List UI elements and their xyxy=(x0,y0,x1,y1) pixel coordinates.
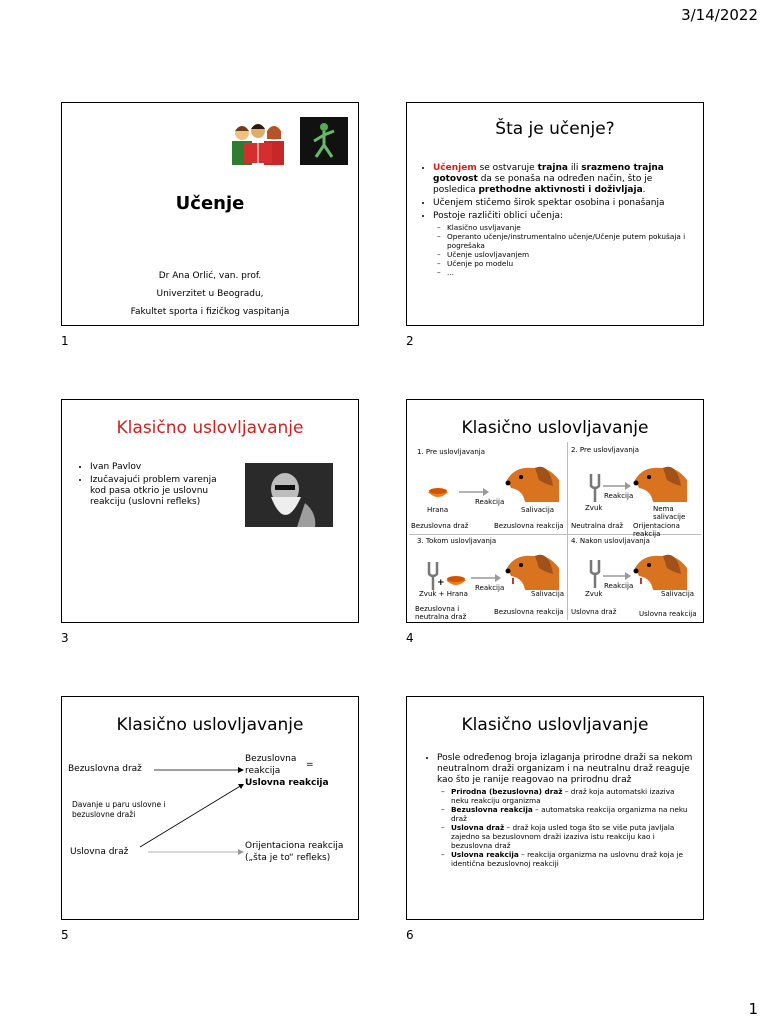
slide-6 xyxy=(406,696,704,920)
slide-2 xyxy=(406,102,704,326)
sub-bullet: – Učenje uslovljavanjem xyxy=(447,250,691,259)
sub-bullet: – Učenje po modelu xyxy=(447,259,691,268)
slide-6-title: Klasično uslovljavanje xyxy=(461,715,649,735)
children-reading-illustration xyxy=(226,119,290,167)
slide-number: 6 xyxy=(406,928,414,942)
slide-4-title: Klasično uslovljavanje xyxy=(461,418,649,438)
bullet: • Učenjem se ostvaruje trajna ili srazmeno trajna gotovost da se ponaša na određen način, što je posledica prethodne aktivnosti i doživljaja. xyxy=(433,163,691,196)
slide-4 xyxy=(406,399,704,623)
unconditioned-response-line2: reakcija xyxy=(245,766,281,776)
slide-3-body xyxy=(78,462,228,510)
author-faculty: Fakultet sporta i fizičkog vaspitanja xyxy=(130,307,290,317)
slide-number: 2 xyxy=(406,334,414,348)
arrow-icon xyxy=(471,574,501,582)
tuning-fork-icon xyxy=(589,560,601,588)
no-salivation-label: Nema salivacije xyxy=(653,505,686,521)
orienting-response-label: Orijentaciona reakcija xyxy=(633,522,680,538)
bullet: • Ivan Pavlov xyxy=(90,462,228,473)
slide-number: 1 xyxy=(61,334,69,348)
sound-food-label: Zvuk + Hrana xyxy=(419,590,468,598)
equals-sign: = xyxy=(306,760,314,770)
panel-2-heading: 2. Pre uslovljavanja xyxy=(571,446,639,454)
orienting-response-line1: Orijentaciona reakcija xyxy=(245,841,344,851)
unconditioned-stimulus-node: Bezuslovna draž xyxy=(68,764,142,774)
combined-stimulus-label: Bezuslovna i neutralna draž xyxy=(415,605,467,621)
sub-bullet: – Klasično usvljavanje xyxy=(447,223,691,232)
reaction-label: Reakcija xyxy=(604,582,634,590)
sub-bullet: – Uslovna reakcija – reakcija organizma na uslovnu draž koja je identična bezuslovnoj reakciji xyxy=(451,850,693,868)
slide-2-body xyxy=(421,163,691,279)
athlete-skeleton-illustration xyxy=(300,117,348,165)
unconditioned-stimulus-label: Bezuslovna draž xyxy=(411,522,469,530)
dog-icon xyxy=(633,548,689,590)
salivation-label: Salivacija xyxy=(521,506,555,514)
slide-number: 5 xyxy=(61,928,69,942)
tuning-fork-icon xyxy=(589,474,601,502)
slide-number: 4 xyxy=(406,631,414,645)
food-bowl-icon xyxy=(445,574,467,588)
page-number: 1 xyxy=(748,1000,758,1018)
bullet: • Izučavajući problem varenja kod pasa otkrio je uslovnu reakciju (uslovni refleks) xyxy=(90,475,228,508)
panel-4-heading: 4. Nakon uslovljavanja xyxy=(571,537,650,545)
dog-icon xyxy=(633,460,689,502)
neutral-stimulus-label: Neutralna draž xyxy=(571,522,624,530)
bullet: • Posle određenog broja izlaganja prirodne draži sa nekom neutralnom draži organizam i na neutralnu draž reaguje kao što je ranije reagovao na prirodnu draž – Prirodna (bezuslovna) draž – draž koja automatski izaziva neku reakciju organizma – Bezuslovna reakcija – automatska reakcija organizma na neku draž – Uslovna draž – draž koja usled toga što se više puta javljala zajedno sa bezuslovnom draži izaziva istu reakciju kao i bezuslovna draž – Uslovna reakcija – reakcija organizma na uslovnu draž koja je identična bezuslovnoj reakciji xyxy=(437,753,693,868)
conditioned-response-node: Uslovna reakcija xyxy=(245,778,329,788)
panel-3-heading: 3. Tokom uslovljavanja xyxy=(417,537,497,545)
author-block xyxy=(62,267,358,321)
arrow-icon xyxy=(603,482,631,490)
plus-icon: + xyxy=(437,578,445,588)
panel-1-heading: 1. Pre uslovljavanja xyxy=(417,448,485,456)
conditioned-response-label: Uslovna reakcija xyxy=(639,610,697,618)
sub-bullet: – Uslovna draž – draž koja usled toga što se više puta javljala zajedno sa bezuslovnom draži izaziva istu reakciju kao i bezuslovna draž xyxy=(451,823,693,850)
slide-6-body xyxy=(425,753,693,870)
pavlov-portrait xyxy=(245,463,333,527)
conditioned-stimulus-node: Uslovna draž xyxy=(70,847,129,857)
author-name: Dr Ana Orlić, van. prof. xyxy=(158,271,262,281)
slide-1-title: Učenje xyxy=(175,193,245,214)
bullet: • Učenjem stičemo širok spektar osobina i ponašanja xyxy=(433,198,691,209)
page-date: 3/14/2022 xyxy=(681,6,758,24)
orienting-response-line2: („šta je to“ refleks) xyxy=(245,853,331,863)
sub-bullet: – ... xyxy=(447,268,691,277)
slide-1 xyxy=(61,102,359,326)
arrow-icon xyxy=(459,488,489,496)
slide-5 xyxy=(61,696,359,920)
unconditioned-response-line1: Bezuslovna xyxy=(245,754,297,764)
sub-bullet: – Prirodna (bezuslovna) draž – draž koja automatski izaziva neku reakciju organizma xyxy=(451,787,693,805)
unconditioned-response-label: Bezuslovna reakcija xyxy=(494,608,564,616)
dog-icon xyxy=(505,548,561,590)
reaction-label: Reakcija xyxy=(604,492,634,500)
sound-label: Zvuk xyxy=(585,590,603,598)
arrow-icon xyxy=(603,572,631,580)
salivation-label: Salivacija xyxy=(531,590,565,598)
food-label: Hrana xyxy=(427,506,449,514)
slide-number: 3 xyxy=(61,631,69,645)
author-university: Univerzitet u Beogradu, xyxy=(156,289,264,299)
slide-2-title: Šta je učenje? xyxy=(495,119,615,139)
sound-label: Zvuk xyxy=(585,504,603,512)
reaction-label: Reakcija xyxy=(475,584,505,592)
slide-5-title: Klasično uslovljavanje xyxy=(116,715,304,735)
reaction-label: Reakcija xyxy=(475,498,505,506)
food-bowl-icon xyxy=(427,486,449,500)
conditioned-stimulus-label: Uslovna draž xyxy=(571,608,617,616)
unconditioned-response-label: Bezuslovna reakcija xyxy=(494,522,564,530)
bullet: • Postoje različiti oblici učenja: – Klasično usvljavanje – Operanto učenje/instrumentalno učenje/Učenje putem pokušaja i pogrešaka – Učenje uslovljavanjem – Učenje po modelu – ... xyxy=(433,211,691,277)
slide-3 xyxy=(61,399,359,623)
salivation-label: Salivacija xyxy=(661,590,695,598)
slide-3-title: Klasično uslovljavanje xyxy=(116,418,304,438)
pairing-label: Davanje u paru uslovne i bezuslovne draži xyxy=(72,800,166,819)
dog-icon xyxy=(505,460,561,502)
sub-bullet: – Bezuslovna reakcija – automatska reakcija organizma na neku draž xyxy=(451,805,693,823)
sub-bullet: – Operanto učenje/instrumentalno učenje/Učenje putem pokušaja i pogrešaka xyxy=(447,232,691,250)
